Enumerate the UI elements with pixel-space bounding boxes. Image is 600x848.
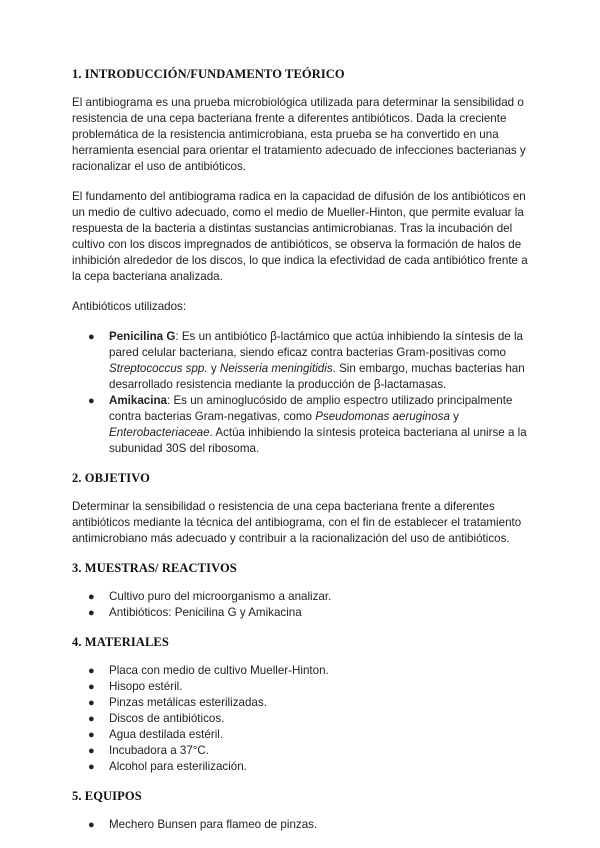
- equipos-list: [72, 817, 528, 833]
- muestras-list: [72, 589, 528, 621]
- list-item: ● Agua destilada estéril.: [88, 728, 224, 741]
- organism-name: Streptococcus spp.: [109, 362, 208, 375]
- section-title-muestras: 3. MUESTRAS/ REACTIVOS: [72, 561, 237, 575]
- list-item: ● Cultivo puro del microorganismo a analizar.: [88, 590, 332, 603]
- antibiotic-text: y: [207, 362, 220, 375]
- materiales-list: [72, 663, 528, 775]
- section-title-materiales: 4. MATERIALES: [72, 635, 169, 649]
- antibiotic-text: . Actúa inhibiendo la síntesis proteica bacteriana al unirse a la subunidad 30S del ribosoma.: [109, 426, 527, 455]
- list-item: ● Pinzas metálicas esterilizadas.: [88, 696, 267, 709]
- organism-name: Neisseria meningitidis: [219, 362, 333, 375]
- list-item: ● Placa con medio de cultivo Mueller-Hinton.: [88, 664, 329, 677]
- intro-paragraph-2: El fundamento del antibiograma radica en la capacidad de difusión de los antibióticos en un medio de cultivo adecuado, como el medio de Mueller-Hinton, que permite evaluar la respuesta de la bacteria a distintas sustancias antimicrobianas. Tras la incubación del cultivo con los discos impregnados de antibióticos, se observa la formación de halos de inhibición alrededor de los discos, lo que indica la efectividad de cada antibiótico frente a la cepa bacteriana analizada.: [72, 190, 528, 283]
- antibiotic-text: : Es un antibiótico β-lactámico que actúa inhibiendo la síntesis de la pared celular bacteriana, siendo eficaz contra bacterias Gram-positivas como: [109, 330, 523, 359]
- list-item: ● Antibióticos: Penicilina G y Amikacina: [88, 606, 302, 619]
- section-title-introduccion: 1. INTRODUCCIÓN/FUNDAMENTO TEÓRICO: [72, 67, 345, 81]
- list-item-penicilina: [72, 329, 528, 393]
- antibiotic-name: Penicilina G: [109, 330, 176, 343]
- objetivo-paragraph: Determinar la sensibilidad o resistencia de una cepa bacteriana frente a diferentes antibióticos mediante la técnica del antibiograma, con el fin de establecer el tratamiento antimicrobiano más adecuado y contribuir a la racionalización del uso de antibióticos.: [72, 500, 522, 545]
- antibiotic-name: Amikacina: [109, 394, 167, 407]
- section-title-objetivo: 2. OBJETIVO: [72, 471, 150, 485]
- organism-name: Enterobacteriaceae: [109, 426, 210, 439]
- bullet-icon: ●: [88, 591, 95, 603]
- bullet-icon: ●: [88, 713, 95, 725]
- list-item: ● Incubadora a 37°C.: [88, 744, 210, 757]
- antibiotic-text: . Sin embargo, muchas bacterias han desarrollado resistencia mediante la producción de β-lactamasas.: [109, 362, 525, 391]
- list-item: ● Alcohol para esterilización.: [88, 760, 247, 773]
- section-title-equipos: 5. EQUIPOS: [72, 789, 142, 803]
- bullet-icon: ●: [88, 395, 95, 407]
- bullet-icon: ●: [88, 761, 95, 773]
- bullet-icon: ●: [88, 697, 95, 709]
- bullet-icon: ●: [88, 745, 95, 757]
- list-item: ● Mechero Bunsen para flameo de pinzas.: [88, 818, 318, 831]
- bullet-icon: ●: [88, 729, 95, 741]
- bullet-icon: ●: [88, 819, 95, 831]
- bullet-icon: ●: [88, 607, 95, 619]
- bullet-icon: ●: [88, 331, 95, 343]
- list-item-amikacina: [72, 393, 528, 457]
- list-item: ● Hisopo estéril.: [88, 680, 183, 693]
- bullet-icon: ●: [88, 681, 95, 693]
- organism-name: Pseudomonas aeruginosa: [315, 410, 450, 423]
- intro-paragraph-1: El antibiograma es una prueba microbiológica utilizada para determinar la sensibilidad o resistencia de una cepa bacteriana frente a diferentes antibióticos. Dada la creciente problemática de la resistencia antimicrobiana, esta prueba se ha convertido en una herramienta esencial para orientar el tratamiento adecuado de infecciones bacterianas y racionalizar el uso de antibióticos.: [72, 96, 526, 173]
- antibiotics-list: [72, 329, 528, 457]
- bullet-icon: ●: [88, 665, 95, 677]
- list-item: ● Discos de antibióticos.: [88, 712, 225, 725]
- antibiotic-text: y: [449, 410, 459, 423]
- antibiotic-text: : Es un aminoglucósido de amplio espectro utilizado principalmente contra bacterias Gram-negativas, como: [109, 394, 513, 423]
- antibiotics-label: Antibióticos utilizados:: [72, 300, 187, 313]
